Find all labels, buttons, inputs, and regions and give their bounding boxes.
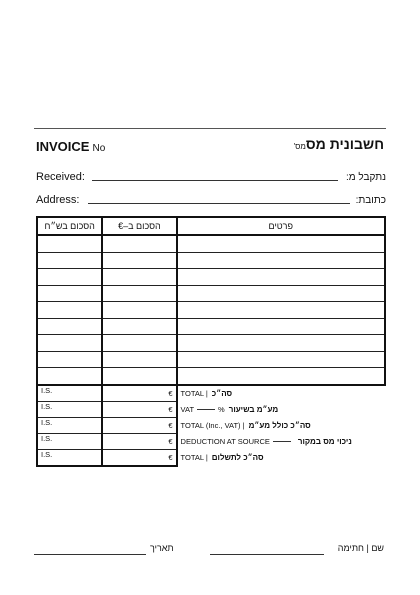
item-shekel-cell[interactable] (37, 285, 102, 302)
total-shekel-cell[interactable]: I.S. (37, 401, 102, 417)
total-label-he: סה״כ (211, 388, 233, 398)
address-label-he: כתובת: (355, 195, 386, 206)
item-shekel-cell[interactable] (37, 252, 102, 269)
address-label: Address: (36, 194, 80, 206)
total-euro-cell[interactable]: € (102, 385, 176, 402)
table-row (37, 302, 385, 319)
col-header-details: פרטים (177, 217, 385, 235)
table-row (37, 351, 385, 368)
total-row (37, 385, 385, 402)
item-euro-cell[interactable] (102, 351, 176, 368)
date-field[interactable] (34, 554, 146, 555)
item-euro-cell[interactable] (102, 285, 176, 302)
total-row (37, 449, 385, 466)
total-description (177, 433, 385, 449)
item-euro-cell[interactable] (102, 368, 176, 385)
col-header-euro: הסכום ב–€ (102, 217, 176, 235)
item-euro-cell[interactable] (102, 302, 176, 319)
total-label-he: מע״מ בשיעור (228, 404, 279, 414)
invoice-title (36, 139, 105, 154)
item-details-cell[interactable] (177, 335, 385, 352)
invoice-label: INVOICE (36, 139, 90, 154)
total-shekel-cell[interactable]: I.S. (37, 417, 102, 433)
total-row (37, 433, 385, 449)
table-row (37, 335, 385, 352)
vat-rate-blank[interactable] (197, 409, 215, 410)
total-euro-cell[interactable]: € (102, 433, 176, 449)
received-label: Received: (36, 171, 85, 183)
total-label-en: TOTAL (Inc., VAT) | (180, 420, 245, 430)
item-details-cell[interactable] (177, 368, 385, 385)
deduction-blank[interactable] (273, 441, 291, 442)
item-details-cell[interactable] (177, 351, 385, 368)
total-shekel-cell[interactable]: I.S. (37, 433, 102, 449)
total-label-he: סה״כ לתשלום (211, 452, 264, 462)
total-description (177, 417, 385, 433)
signature-field[interactable] (210, 554, 324, 555)
hebrew-invoice-title (291, 136, 384, 152)
table-row (37, 285, 385, 302)
header-rule (34, 128, 386, 129)
signature-label: שם | חתימה (337, 543, 384, 553)
item-euro-cell[interactable] (102, 335, 176, 352)
item-shekel-cell[interactable] (37, 318, 102, 335)
table-row (37, 318, 385, 335)
hebrew-title-text: חשבונית מס (305, 136, 384, 152)
total-description (177, 401, 385, 417)
item-shekel-cell[interactable] (37, 335, 102, 352)
table-row (37, 252, 385, 269)
received-field[interactable] (92, 180, 338, 181)
item-details-cell[interactable] (177, 269, 385, 286)
total-row (37, 417, 385, 433)
hebrew-no-label: מס' (293, 142, 306, 151)
item-euro-cell[interactable] (102, 269, 176, 286)
table-row (37, 368, 385, 385)
total-label-he: ניכוי מס במקור (297, 436, 352, 446)
total-label-he: סה״כ כולל מע״מ (248, 420, 311, 430)
item-details-cell[interactable] (177, 285, 385, 302)
total-description (177, 449, 385, 466)
item-shekel-cell[interactable] (37, 368, 102, 385)
item-shekel-cell[interactable] (37, 351, 102, 368)
total-label-en: VAT (180, 404, 195, 414)
item-details-cell[interactable] (177, 318, 385, 335)
total-euro-cell[interactable]: € (102, 401, 176, 417)
total-row (37, 401, 385, 417)
table-header-row (37, 217, 385, 235)
received-label-he: נתקבל מ: (345, 172, 386, 183)
total-shekel-cell[interactable]: I.S. (37, 449, 102, 466)
total-euro-cell[interactable]: € (102, 449, 176, 466)
address-field[interactable] (88, 203, 350, 204)
total-euro-cell[interactable]: € (102, 417, 176, 433)
item-shekel-cell[interactable] (37, 235, 102, 252)
table-row (37, 269, 385, 286)
table-row (37, 235, 385, 252)
item-shekel-cell[interactable] (37, 269, 102, 286)
total-shekel-cell[interactable]: I.S. (37, 385, 102, 402)
date-label: תאריך (150, 543, 174, 553)
percent-sign: % (218, 404, 225, 414)
total-label-en: DEDUCTION AT SOURCE (180, 436, 270, 446)
invoice-no-label: No (92, 143, 106, 154)
item-euro-cell[interactable] (102, 318, 176, 335)
item-euro-cell[interactable] (102, 252, 176, 269)
item-shekel-cell[interactable] (37, 302, 102, 319)
invoice-table (36, 216, 386, 467)
item-details-cell[interactable] (177, 302, 385, 319)
col-header-shekel: הסכום בש״ח (37, 217, 102, 235)
total-label-en: TOTAL | (180, 452, 208, 462)
item-euro-cell[interactable] (102, 235, 176, 252)
total-label-en: TOTAL | (180, 388, 208, 398)
item-details-cell[interactable] (177, 235, 385, 252)
total-description (177, 385, 385, 402)
item-details-cell[interactable] (177, 252, 385, 269)
